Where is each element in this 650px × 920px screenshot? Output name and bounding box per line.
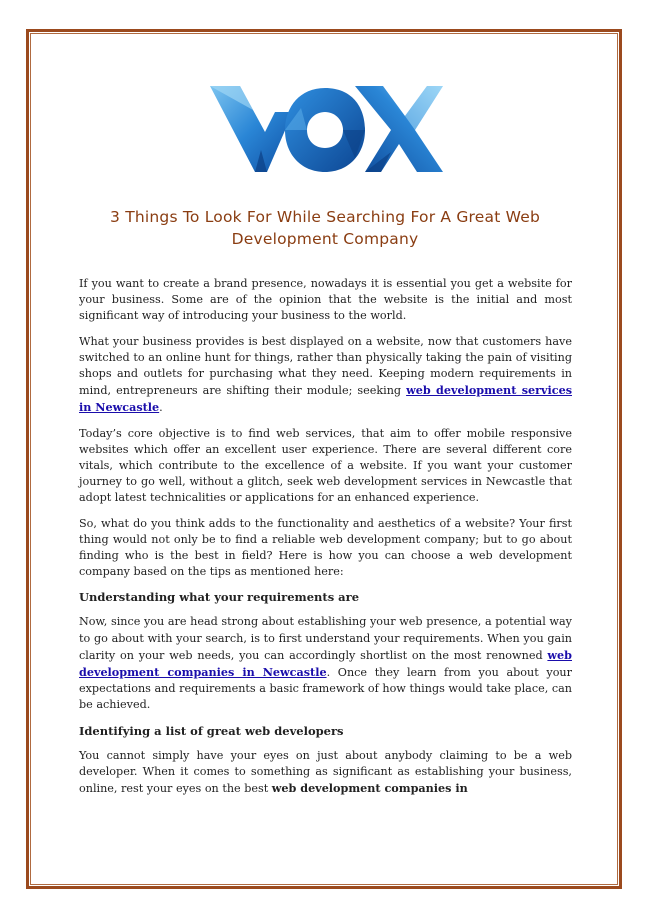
- document-title: 3 Things To Look For While Searching For A Great Web Development Company: [110, 208, 540, 248]
- paragraph-developers: You cannot simply have your eyes on just about anybody claiming to be a web developer. When it comes to something as significant as establishing your business, online, rest your eyes on the best web development companies in: [79, 748, 572, 796]
- bold-web-development-companies: web development companies in: [271, 781, 468, 796]
- link-web-development-services[interactable]: web development services in Newcastle: [79, 383, 572, 415]
- heading-developers: Identifying a list of great web developers: [79, 723, 344, 738]
- vox-logo: [205, 80, 445, 180]
- paragraph-functionality: So, what do you think adds to the functionality and aesthetics of a website? Your first thing would not only be to find a reliable web development company; but to go about finding who is the best in field? Here is how you can choose a web development company based on the tips as mentioned here:: [79, 516, 572, 579]
- paragraph-intro: If you want to create a brand presence, nowadays it is essential you get a website for your business. Some are of the opinion that the website is the initial and most significant way of introducing your business to the world.: [79, 277, 572, 323]
- heading-requirements: Understanding what your requirements are: [79, 590, 360, 605]
- link-web-development-companies[interactable]: web development companies in Newcastle: [79, 647, 572, 680]
- logo-v-shape: [210, 86, 293, 172]
- document-body: [79, 276, 572, 806]
- paragraph-requirements: Now, since you are head strong about establishing your web presence, a potential way to go about with your search, is to first understand your requirements. When you gain clarity on your web needs, you can accordingly shortlist on the most renowned web development companies in Newcastle. Once they learn from you about your expectations and requirements a basic framework of how things would take place, can be achieved.: [79, 615, 572, 712]
- paragraph-core-objective: Today’s core objective is to find web services, that aim to offer mobile responsive websites which offer an excellent user experience. There are several different core vitals, which contribute to the excellence of a website. If you want your customer journey to go well, without a glitch, seek web development services in Newcastle that adopt latest technicalities or applications for an enhanced experience.: [79, 426, 572, 505]
- paragraph-website-display: What your business provides is best displayed on a website, now that customers have switched to an online hunt for things, rather than physically taking the pain of visiting shops and outlets for purchasing what they need. Keeping modern requirements in mind, entrepreneurs are shifting their module; seeking web development services in Newcastle.: [79, 334, 572, 415]
